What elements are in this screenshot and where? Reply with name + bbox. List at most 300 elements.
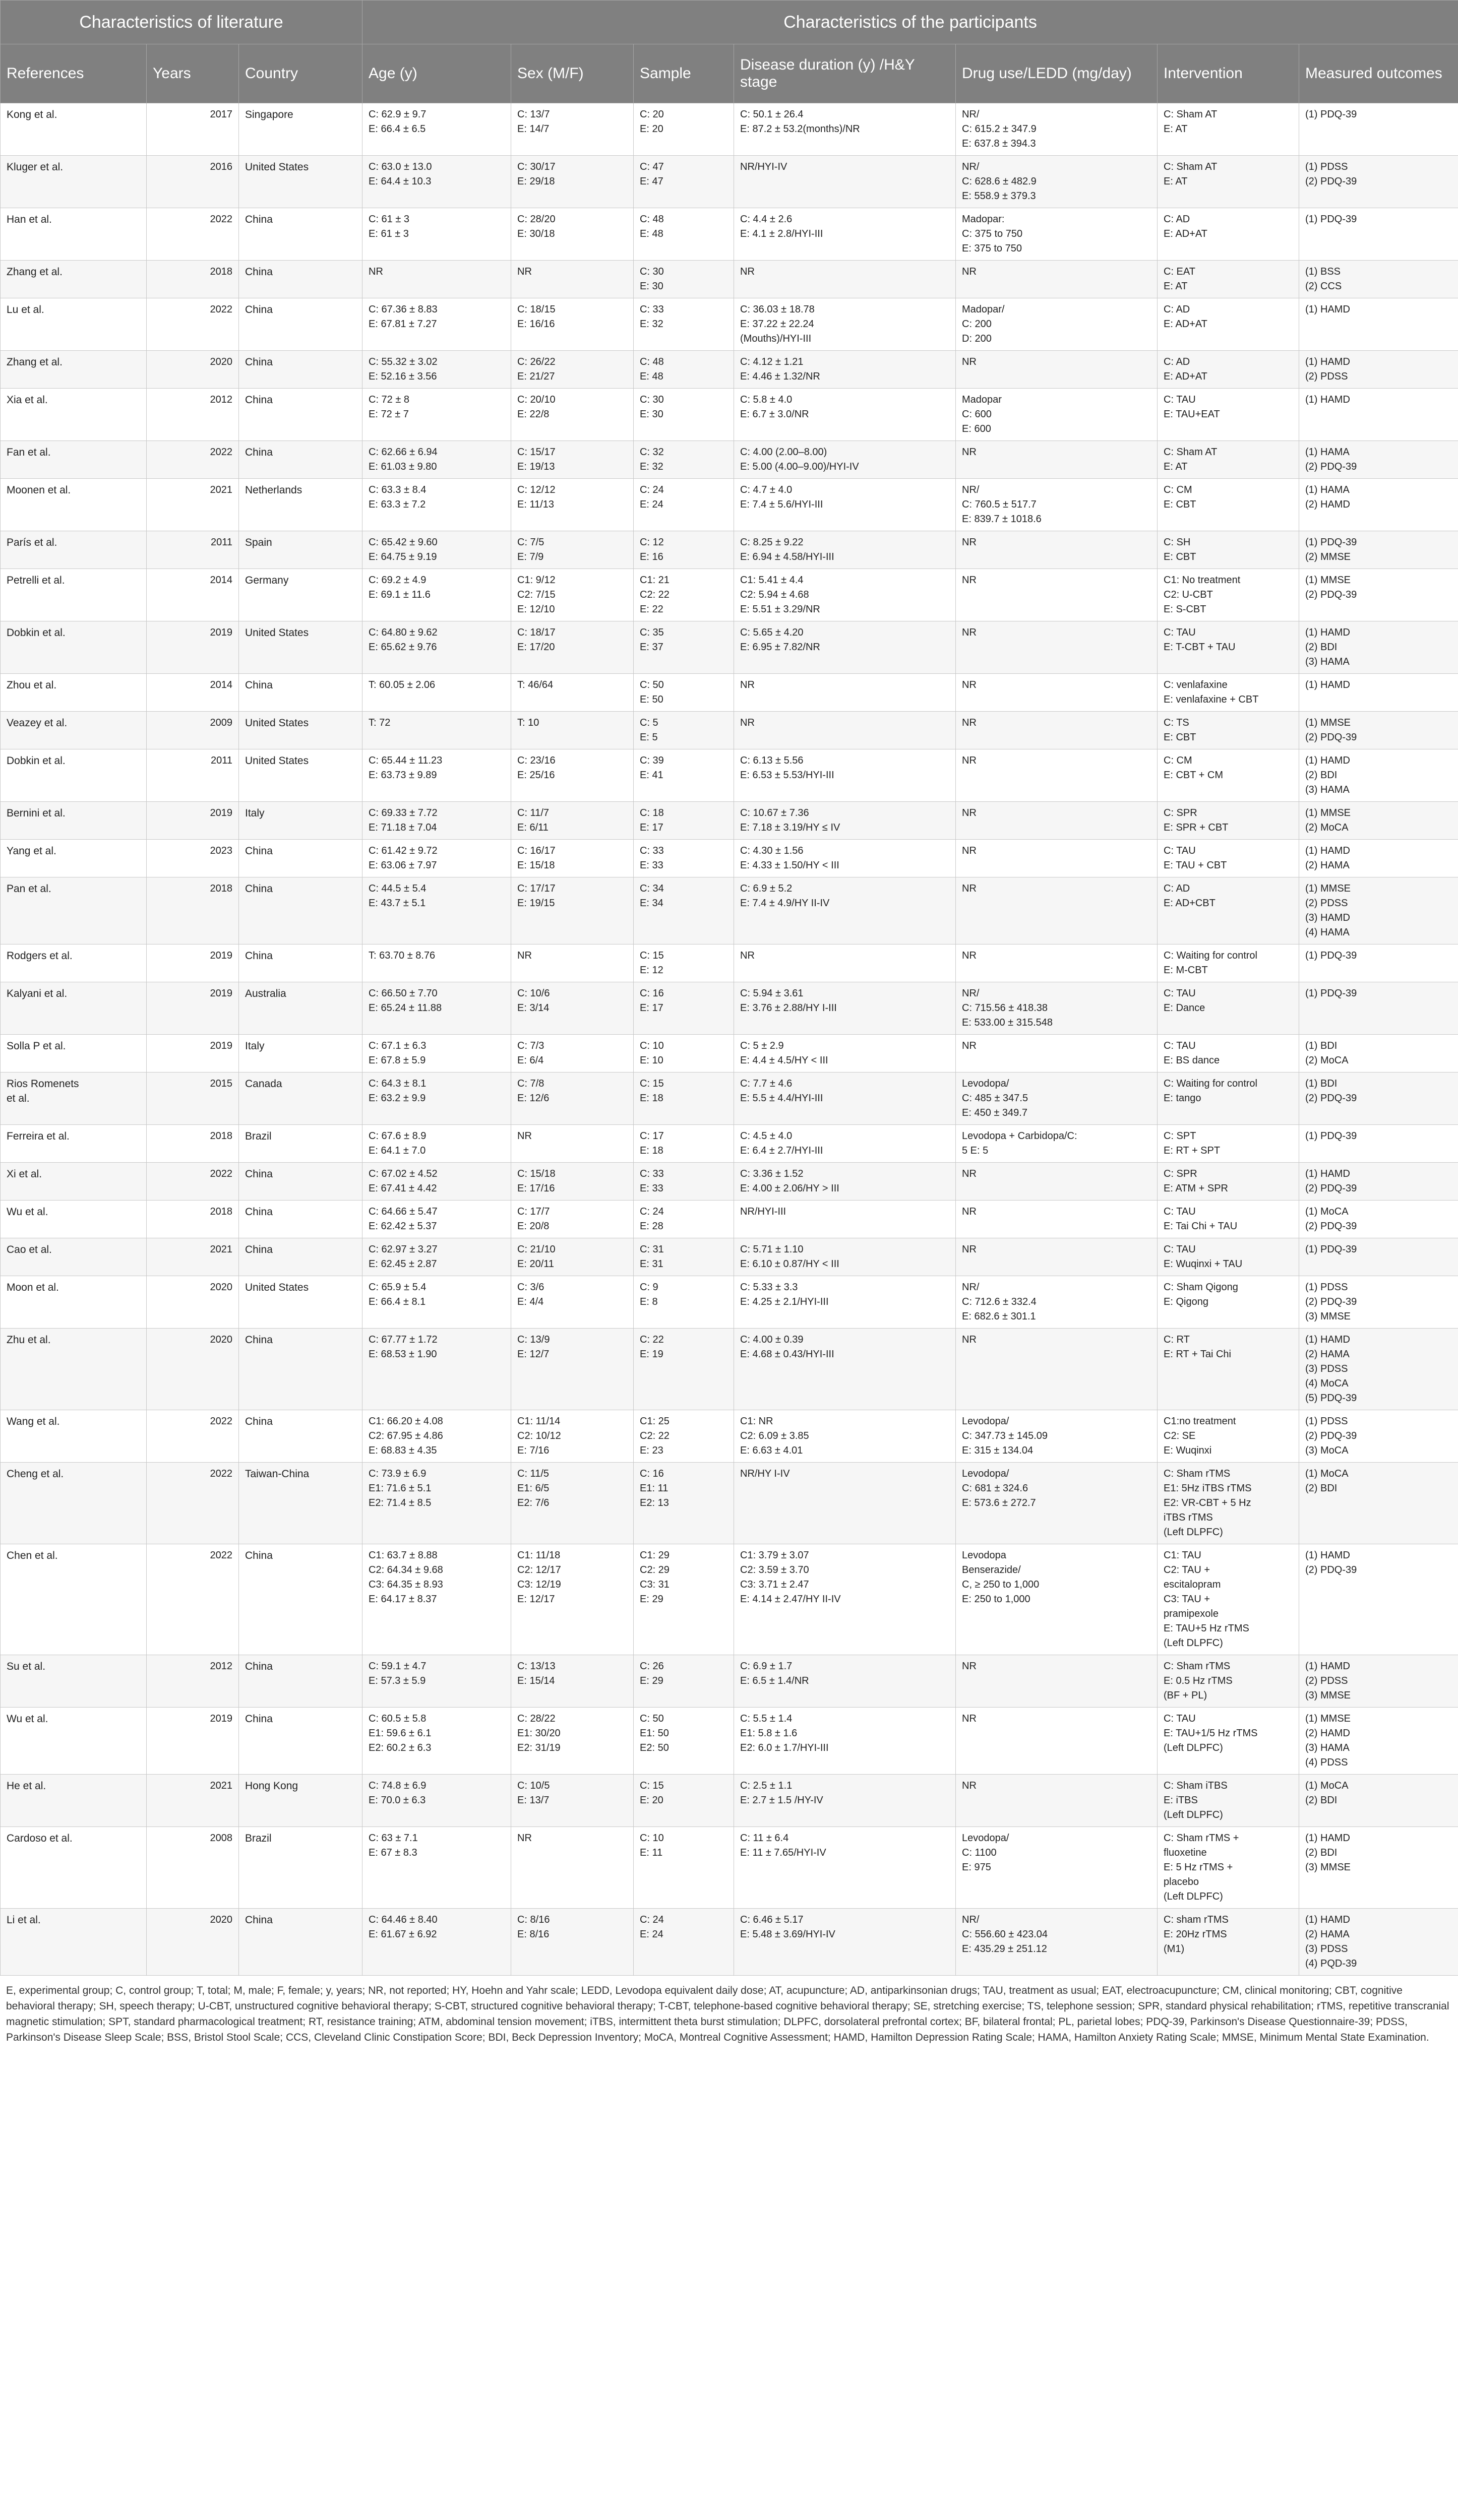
sample-cell (634, 877, 734, 944)
cell-line: NR/ (962, 109, 980, 120)
cell-line: C: Sham rTMS + (1164, 1833, 1239, 1844)
cell-line: Rios Romenets (7, 1078, 79, 1090)
cell-line: Canada (245, 1078, 282, 1090)
sample-cell (634, 674, 734, 712)
outcomes-cell (1299, 156, 1458, 208)
age-cell (362, 802, 511, 840)
table-row (1, 840, 1458, 877)
drug-cell (956, 1329, 1158, 1410)
cell-line: C: 15/18 (517, 1168, 556, 1179)
cell-line: (1) BDI (1305, 1078, 1338, 1089)
duration-cell (734, 156, 956, 208)
cell-line: E2: 31/19 (517, 1742, 561, 1753)
cell-line: fluoxetine (1164, 1847, 1207, 1858)
table-row (1, 208, 1458, 261)
reference-cell (1, 298, 147, 351)
cell-line: C: 12 (640, 537, 664, 548)
cell-line: E: 19/15 (517, 898, 555, 909)
duration-cell (734, 531, 956, 569)
sex-cell (511, 674, 634, 712)
sex-cell (511, 1276, 634, 1329)
cell-line: NR (962, 755, 977, 766)
duration-cell (734, 1775, 956, 1827)
cell-line: Wu et al. (7, 1206, 48, 1218)
cell-line: C: TS (1164, 717, 1189, 728)
cell-line: E: 70.0 ± 6.3 (369, 1795, 426, 1806)
country-cell (239, 389, 362, 441)
reference-cell (1, 621, 147, 674)
cell-line: E: 6.53 ± 5.53/HYI-III (740, 770, 834, 781)
cell-line: C: AD (1164, 356, 1190, 367)
cell-line: C: 66.50 ± 7.70 (369, 988, 438, 999)
cell-line: placebo (1164, 1876, 1199, 1887)
cell-line: (2) PDQ-39 (1305, 589, 1357, 600)
cell-line: China (245, 1168, 273, 1180)
cell-line: Dobkin et al. (7, 627, 66, 639)
cell-line: C2: 10/12 (517, 1430, 561, 1441)
cell-line: D: 200 (962, 333, 992, 344)
cell-line: (4) MoCA (1305, 1378, 1349, 1389)
cell-line: E: 67.8 ± 5.9 (369, 1055, 426, 1066)
cell-line: T: 10 (517, 717, 539, 728)
cell-line: E: TAU+EAT (1164, 409, 1220, 420)
outcomes-cell (1299, 1410, 1458, 1463)
cell-line: NR (962, 1780, 977, 1791)
country-cell (239, 712, 362, 749)
cell-line: E: 34 (640, 898, 663, 909)
duration-cell (734, 1329, 956, 1410)
cell-line: París et al. (7, 537, 57, 548)
reference-cell (1, 1463, 147, 1544)
drug-cell (956, 298, 1158, 351)
cell-line: C: 67.77 ± 1.72 (369, 1334, 438, 1345)
cell-line: (Left DLPFC) (1164, 1527, 1223, 1538)
cell-line: E: Tai Chi + TAU (1164, 1221, 1238, 1232)
intervention-cell (1158, 1775, 1299, 1827)
cell-line: E: 17/16 (517, 1183, 555, 1194)
cell-line: E: 5.48 ± 3.69/HYI-IV (740, 1929, 835, 1940)
cell-line: E: 31 (640, 1258, 663, 1270)
cell-line: C2: TAU + (1164, 1564, 1210, 1576)
cell-line: C: 28/22 (517, 1713, 556, 1724)
outcomes-cell (1299, 1909, 1458, 1976)
cell-line: C: 24 (640, 484, 664, 495)
cell-line: (3) PDSS (1305, 1363, 1348, 1374)
cell-line: (3) MMSE (1305, 1862, 1351, 1873)
sample-cell (634, 351, 734, 389)
table-row (1, 1909, 1458, 1976)
cell-line: C: 6.13 ± 5.56 (740, 755, 804, 766)
country-cell (239, 298, 362, 351)
cell-line: C: Sham AT (1164, 161, 1218, 172)
intervention-cell (1158, 351, 1299, 389)
age-cell (362, 208, 511, 261)
col-header-sex: Sex (M/F) (511, 44, 634, 103)
outcomes-cell (1299, 1163, 1458, 1201)
cell-line: C: 44.5 ± 5.4 (369, 883, 427, 894)
cell-line: E: 11 ± 7.65/HYI-IV (740, 1847, 826, 1858)
cell-line: E: 29/18 (517, 176, 555, 187)
duration-cell (734, 479, 956, 531)
intervention-cell (1158, 621, 1299, 674)
cell-line: C: 26 (640, 1661, 664, 1672)
country-cell (239, 674, 362, 712)
cell-line: E: 435.29 ± 251.12 (962, 1943, 1047, 1955)
drug-cell (956, 1035, 1158, 1073)
cell-line: C: 7/3 (517, 1040, 544, 1051)
cell-line: C: 61 ± 3 (369, 214, 410, 225)
cell-line: C: 2.5 ± 1.1 (740, 1780, 793, 1791)
outcomes-cell (1299, 103, 1458, 156)
sample-cell (634, 1035, 734, 1073)
cell-line: E: 3.76 ± 2.88/HY I-III (740, 1002, 837, 1014)
cell-line: E2: 6.0 ± 1.7/HYI-III (740, 1742, 829, 1753)
duration-cell (734, 261, 956, 298)
sex-cell (511, 1463, 634, 1544)
sample-cell (634, 569, 734, 621)
outcomes-cell (1299, 1073, 1458, 1125)
cell-line: C: Sham rTMS (1164, 1468, 1231, 1479)
cell-line: (3) HAMA (1305, 784, 1350, 795)
reference-cell (1, 1238, 147, 1276)
cell-line: E: 52.16 ± 3.56 (369, 371, 437, 382)
outcomes-cell (1299, 1276, 1458, 1329)
cell-line: C1: NR (740, 1416, 773, 1427)
drug-cell (956, 1775, 1158, 1827)
cell-line: C: 556.60 ± 423.04 (962, 1929, 1048, 1940)
outcomes-cell (1299, 1201, 1458, 1238)
outcomes-cell (1299, 1708, 1458, 1775)
country-cell (239, 479, 362, 531)
cell-line: E: 63.06 ± 7.97 (369, 860, 437, 871)
cell-line: Han et al. (7, 214, 52, 225)
cell-line: C: 48 (640, 214, 664, 225)
cell-line: (1) MMSE (1305, 807, 1351, 818)
cell-line: C: 47 (640, 161, 664, 172)
cell-line: E: 13/7 (517, 1795, 550, 1806)
sex-cell (511, 982, 634, 1035)
cell-line: Moonen et al. (7, 484, 71, 496)
cell-line: E: 67 ± 8.3 (369, 1847, 417, 1858)
table-row (1, 749, 1458, 802)
cell-line: (1) MoCA (1305, 1780, 1349, 1791)
cell-line: C2: 6.09 ± 3.85 (740, 1430, 809, 1441)
cell-line: C: 200 (962, 319, 992, 330)
cell-line: E: 37 (640, 642, 663, 653)
intervention-cell (1158, 1238, 1299, 1276)
country-cell (239, 944, 362, 982)
cell-line: E: 25/16 (517, 770, 555, 781)
sample-cell (634, 531, 734, 569)
cell-line: C: 35 (640, 627, 664, 638)
cell-line: E2: 50 (640, 1742, 669, 1753)
cell-line: C: TAU (1164, 1040, 1196, 1051)
cell-line: E: ATM + SPR (1164, 1183, 1228, 1194)
reference-cell (1, 840, 147, 877)
age-cell (362, 531, 511, 569)
cell-line: E: CBT (1164, 499, 1196, 510)
cell-line: C: 28/20 (517, 214, 556, 225)
intervention-cell (1158, 944, 1299, 982)
cell-line: E: 375 to 750 (962, 243, 1022, 254)
cell-line: C: 18 (640, 807, 664, 818)
cell-line: E: 61.03 ± 9.80 (369, 461, 437, 472)
cell-line: Levodopa/ (962, 1833, 1009, 1844)
reference-cell (1, 1909, 147, 1976)
intervention-cell (1158, 156, 1299, 208)
cell-line: E2: VR-CBT + 5 Hz (1164, 1497, 1251, 1508)
cell-line: C: 62.9 ± 9.7 (369, 109, 427, 120)
cell-line: (1) BSS (1305, 266, 1341, 277)
cell-line: E: 6/4 (517, 1055, 544, 1066)
cell-line: C1: 63.7 ± 8.88 (369, 1550, 438, 1561)
age-cell (362, 351, 511, 389)
outcomes-cell (1299, 802, 1458, 840)
cell-line: NR/HY I-IV (740, 1468, 790, 1479)
cell-line: (2) BDI (1305, 1795, 1338, 1806)
cell-line: E: 4.1 ± 2.8/HYI-III (740, 228, 823, 239)
outcomes-cell (1299, 1775, 1458, 1827)
cell-line: E: 68.53 ± 1.90 (369, 1349, 437, 1360)
cell-line: China (245, 394, 273, 406)
drug-cell (956, 1463, 1158, 1544)
age-cell (362, 1163, 511, 1201)
age-cell (362, 621, 511, 674)
year-cell: 2022 (147, 208, 239, 261)
cell-line: (1) HAMD (1305, 679, 1350, 690)
cell-line: NR/ (962, 988, 980, 999)
cell-line: NR/ (962, 1282, 980, 1293)
participants-group-header: Characteristics of the participants (362, 1, 1458, 44)
cell-line: NR/ (962, 1914, 980, 1925)
sex-cell (511, 749, 634, 802)
cell-line: C: 62.97 ± 3.27 (369, 1244, 438, 1255)
cell-line: E: 47 (640, 176, 663, 187)
cell-line: NR (962, 679, 977, 690)
cell-line: E: 32 (640, 319, 663, 330)
cell-line: C: 30 (640, 266, 664, 277)
cell-line: China (245, 1244, 273, 1255)
cell-line: E1: 11 (640, 1483, 669, 1494)
cell-line: E: 8/16 (517, 1929, 550, 1940)
cell-line: NR (962, 1713, 977, 1724)
country-cell (239, 1775, 362, 1827)
sex-cell (511, 1125, 634, 1163)
cell-line: C1: 11/18 (517, 1550, 561, 1561)
cell-line: C: 34 (640, 883, 664, 894)
sample-cell (634, 802, 734, 840)
cell-line: C: 6.9 ± 5.2 (740, 883, 793, 894)
cell-line: E: 66.4 ± 8.1 (369, 1296, 426, 1307)
cell-line: C: 6.9 ± 1.7 (740, 1661, 793, 1672)
cell-line: E: 682.6 ± 301.1 (962, 1311, 1036, 1322)
sample-cell (634, 1544, 734, 1655)
cell-line: Dobkin et al. (7, 755, 66, 767)
duration-cell (734, 1410, 956, 1463)
cell-line: C1: 25 (640, 1416, 670, 1427)
country-cell (239, 1201, 362, 1238)
cell-line: NR/ (962, 161, 980, 172)
intervention-cell (1158, 1125, 1299, 1163)
country-cell (239, 569, 362, 621)
cell-line: (1) HAMD (1305, 755, 1350, 766)
cell-line: China (245, 1206, 273, 1218)
year-cell: 2020 (147, 351, 239, 389)
cell-line: E: 87.2 ± 53.2(months)/NR (740, 123, 860, 135)
intervention-cell (1158, 531, 1299, 569)
cell-line: C: TAU (1164, 1713, 1196, 1724)
cell-line: E: 67.81 ± 7.27 (369, 319, 437, 330)
sex-cell (511, 1329, 634, 1410)
cell-line: E: 32 (640, 461, 663, 472)
age-cell (362, 479, 511, 531)
cell-line: (2) HAMA (1305, 1349, 1350, 1360)
cell-line: C: 69.2 ± 4.9 (369, 575, 427, 586)
sex-cell (511, 569, 634, 621)
cell-line: NR (369, 266, 383, 277)
cell-line: E: 11 (640, 1847, 663, 1858)
cell-line: E: 12/10 (517, 604, 555, 615)
col-header-drug-use: Drug use/LEDD (mg/day) (956, 44, 1158, 103)
duration-cell (734, 1125, 956, 1163)
cell-line: (1) HAMD (1305, 1914, 1350, 1925)
table-row (1, 1201, 1458, 1238)
drug-cell (956, 1708, 1158, 1775)
outcomes-cell (1299, 531, 1458, 569)
cell-line: E: 7.4 ± 4.9/HY II-IV (740, 898, 830, 909)
cell-line: E: 20/8 (517, 1221, 550, 1232)
cell-line: C3: 31 (640, 1579, 670, 1590)
cell-line: C: 10 (640, 1833, 664, 1844)
cell-line: NR (962, 950, 977, 961)
cell-line: E: 5.5 ± 4.4/HYI-III (740, 1093, 823, 1104)
cell-line: C: 3.36 ± 1.52 (740, 1168, 804, 1179)
year-cell: 2018 (147, 261, 239, 298)
cell-line: E: 68.83 ± 4.35 (369, 1445, 437, 1456)
cell-line: C: 16 (640, 988, 664, 999)
cell-line: C: 65.9 ± 5.4 (369, 1282, 427, 1293)
cell-line: Brazil (245, 1833, 272, 1844)
drug-cell (956, 261, 1158, 298)
cell-line: (1) PDQ-39 (1305, 1130, 1357, 1142)
cell-line: E: 23 (640, 1445, 663, 1456)
cell-line: C: 60.5 ± 5.8 (369, 1713, 427, 1724)
drug-cell (956, 531, 1158, 569)
duration-cell (734, 1463, 956, 1544)
outcomes-cell (1299, 479, 1458, 531)
cell-line: C: 69.33 ± 7.72 (369, 807, 438, 818)
cell-line: C: 59.1 ± 4.7 (369, 1661, 427, 1672)
cell-line: (1) MoCA (1305, 1206, 1349, 1217)
cell-line: (1) PDQ-39 (1305, 1244, 1357, 1255)
outcomes-cell (1299, 298, 1458, 351)
cell-line: E: 20/11 (517, 1258, 555, 1270)
duration-cell (734, 1909, 956, 1976)
cell-line: Chen et al. (7, 1550, 58, 1561)
outcomes-cell (1299, 351, 1458, 389)
cell-line: E: 37.22 ± 22.24 (740, 319, 814, 330)
cell-line: E: 15/14 (517, 1675, 555, 1686)
intervention-cell (1158, 1827, 1299, 1909)
cell-line: China (245, 1661, 273, 1672)
cell-line: E: 20 (640, 1795, 663, 1806)
cell-line: C: TAU (1164, 1244, 1196, 1255)
cell-line: Spain (245, 537, 272, 548)
table-row (1, 1276, 1458, 1329)
cell-line: T: 46/64 (517, 679, 554, 690)
col-header-age: Age (y) (362, 44, 511, 103)
table-row (1, 712, 1458, 749)
sample-cell (634, 389, 734, 441)
cell-line: E2: 7/6 (517, 1497, 550, 1508)
intervention-cell (1158, 103, 1299, 156)
sample-cell (634, 1775, 734, 1827)
age-cell (362, 1276, 511, 1329)
cell-line: (2) HAMD (1305, 1728, 1350, 1739)
col-header-intervention: Intervention (1158, 44, 1299, 103)
intervention-cell (1158, 1163, 1299, 1201)
cell-line: E: 33 (640, 860, 663, 871)
cell-line: E: 29 (640, 1594, 663, 1605)
outcomes-cell (1299, 1238, 1458, 1276)
cell-line: C3: 12/19 (517, 1579, 561, 1590)
cell-line: C: 11/5 (517, 1468, 549, 1479)
cell-line: (2) HAMD (1305, 499, 1350, 510)
cell-line: E1: 5Hz iTBS rTMS (1164, 1483, 1252, 1494)
cell-line: C: TAU (1164, 1206, 1196, 1217)
cell-line: (2) PDQ-39 (1305, 461, 1357, 472)
cell-line: E: 7.4 ± 5.6/HYI-III (740, 499, 823, 510)
cell-line: (2) PDQ-39 (1305, 1221, 1357, 1232)
reference-cell (1, 389, 147, 441)
cell-line: E2: 13 (640, 1497, 669, 1508)
cell-line: E: 64.17 ± 8.37 (369, 1594, 437, 1605)
intervention-cell (1158, 1035, 1299, 1073)
cell-line: C: 5.65 ± 4.20 (740, 627, 804, 638)
cell-line: E: RT + Tai Chi (1164, 1349, 1231, 1360)
cell-line: (2) BDI (1305, 642, 1338, 653)
reference-cell (1, 1073, 147, 1125)
cell-line: NR (740, 950, 755, 961)
cell-line: E: 63.3 ± 7.2 (369, 499, 426, 510)
cell-line: E: 12 (640, 965, 663, 976)
sample-cell (634, 1276, 734, 1329)
intervention-cell (1158, 1655, 1299, 1708)
cell-line: C: 15 (640, 950, 664, 961)
cell-line: NR (962, 356, 977, 367)
outcomes-cell (1299, 1655, 1458, 1708)
sample-cell (634, 208, 734, 261)
age-cell (362, 1544, 511, 1655)
cell-line: Taiwan-China (245, 1468, 310, 1480)
cell-line: NR (962, 537, 977, 548)
cell-line: C: 17/17 (517, 883, 556, 894)
cell-line: (1) PDSS (1305, 161, 1348, 172)
sex-cell (511, 621, 634, 674)
sample-cell (634, 1909, 734, 1976)
cell-line: Madopar/ (962, 304, 1005, 315)
cell-line: E: 5.51 ± 3.29/NR (740, 604, 820, 615)
cell-line: C: 17/7 (517, 1206, 550, 1217)
cell-line: E: 4.25 ± 2.1/HYI-III (740, 1296, 829, 1307)
cell-line: C: 760.5 ± 517.7 (962, 499, 1037, 510)
reference-cell (1, 531, 147, 569)
duration-cell (734, 802, 956, 840)
cell-line: E: BS dance (1164, 1055, 1220, 1066)
table-row (1, 1125, 1458, 1163)
cell-line: China (245, 1416, 273, 1427)
literature-group-header: Characteristics of literature (1, 1, 362, 44)
